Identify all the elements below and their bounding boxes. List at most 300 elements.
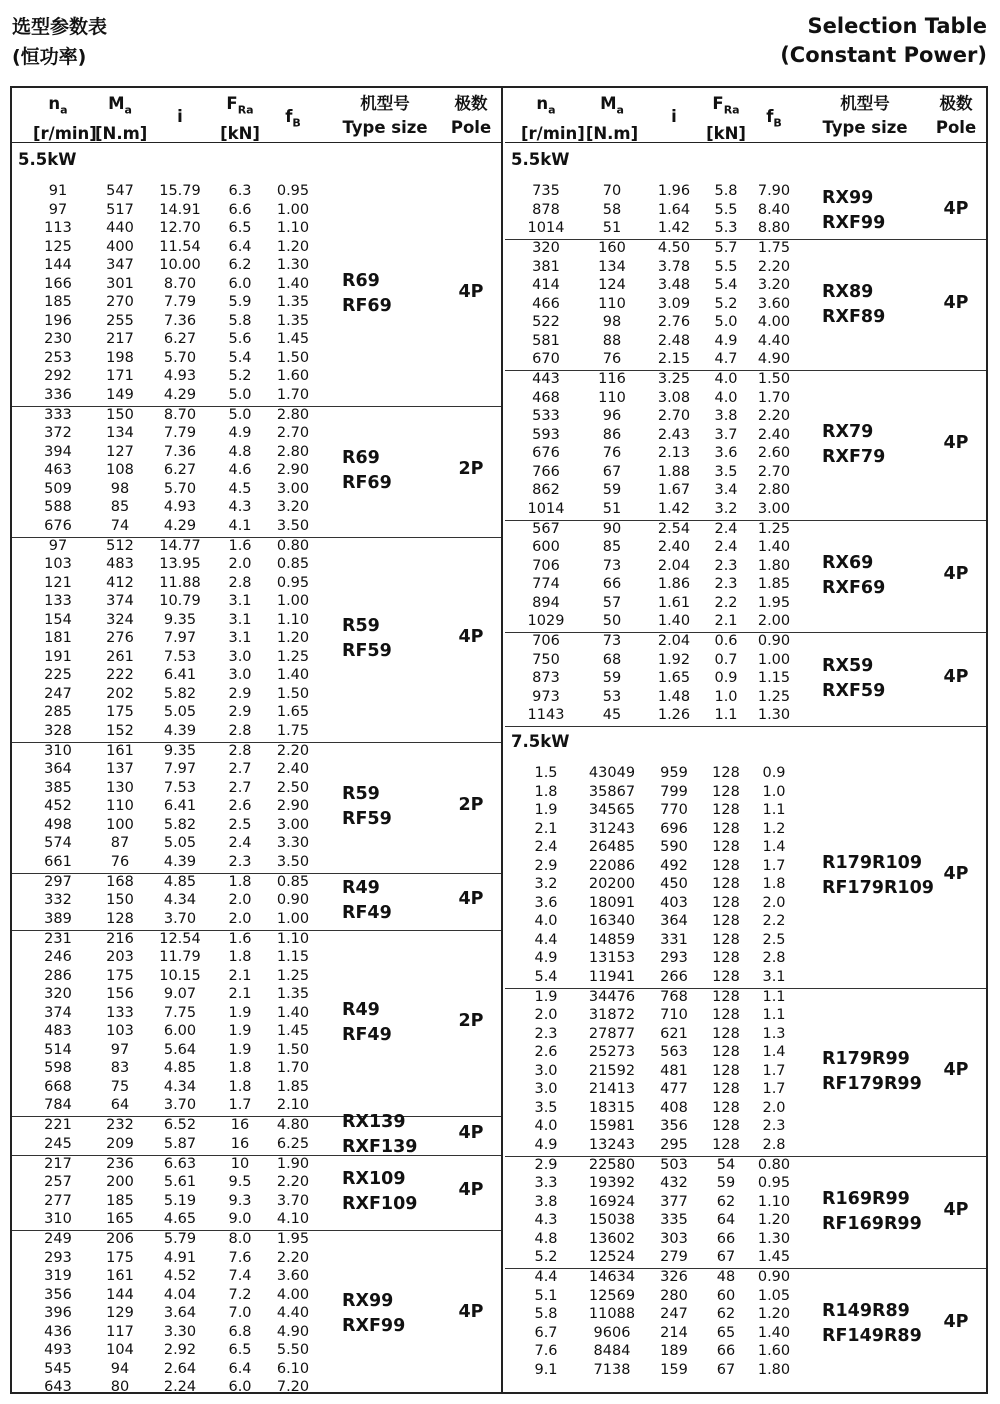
- cell-fra: 2.1: [714, 613, 738, 629]
- cell-i: 2.15: [657, 351, 691, 367]
- cell-ma: 144: [106, 1286, 134, 1303]
- table-row: [12, 629, 501, 648]
- cell-fra: 5.7: [714, 240, 738, 256]
- cell-i: 3.64: [163, 1305, 197, 1321]
- cell-na: 600: [532, 539, 560, 555]
- table-row: [12, 666, 501, 685]
- cell-fb: 1.0: [762, 783, 786, 800]
- cell-fra: 5.5: [714, 201, 738, 218]
- table-row: [505, 1361, 986, 1380]
- cell-fra: 7.4: [228, 1268, 252, 1284]
- cell-na: 225: [44, 667, 72, 683]
- table-row: [12, 517, 501, 536]
- table-row: [12, 648, 501, 667]
- cell-fra: 6.3: [228, 183, 252, 199]
- cell-fra: 1.8: [228, 1078, 252, 1095]
- table-row: [12, 1304, 501, 1323]
- cell-fra: 6.4: [228, 1360, 252, 1377]
- cell-fb: 1.45: [276, 331, 310, 347]
- cell-i: 7.79: [163, 425, 197, 441]
- cell-i: 450: [660, 876, 688, 892]
- cell-fb: 2.40: [757, 426, 791, 443]
- header-na: [33, 92, 97, 146]
- cell-i: 2.54: [657, 520, 691, 537]
- type-size-line: RX79: [822, 421, 874, 442]
- cell-na: 133: [44, 593, 72, 609]
- header-na-unit: [r/min]: [33, 124, 97, 144]
- cell-fb: 2.20: [276, 1174, 310, 1190]
- cell-ma: 156: [106, 986, 134, 1002]
- cell-na: 1014: [527, 500, 565, 517]
- pole-value: 2P: [458, 795, 484, 815]
- header-fb: [750, 105, 798, 135]
- table-row: [505, 1006, 986, 1025]
- cell-i: 7.79: [163, 294, 197, 310]
- table-row: [12, 386, 501, 405]
- table-row: [505, 1117, 986, 1136]
- cell-i: 7.36: [163, 443, 197, 460]
- pole-value: 4P: [458, 1180, 484, 1201]
- cell-fra: 2.1: [228, 986, 252, 1002]
- cell-ma: 85: [110, 499, 130, 515]
- cell-fra: 5.8: [228, 312, 252, 329]
- cell-fra: 1.8: [228, 1060, 252, 1076]
- cell-na: 356: [44, 1286, 72, 1303]
- type-size-line: RF179R99: [822, 1073, 922, 1094]
- cell-fra: 66: [716, 1343, 736, 1359]
- cell-fra: 62: [716, 1193, 736, 1210]
- cell-fb: 1.25: [276, 648, 310, 665]
- cell-fb: 1.00: [276, 201, 310, 218]
- table-row: [505, 463, 986, 482]
- table-row: [12, 873, 501, 892]
- cell-ma: 34476: [588, 988, 636, 1005]
- cell-i: 3.08: [657, 389, 691, 406]
- cell-ma: 18315: [588, 1099, 636, 1116]
- cell-ma: 73: [602, 557, 622, 574]
- header-pole-en: Pole: [450, 118, 492, 137]
- cell-ma: 26485: [588, 839, 636, 855]
- cell-ma: 15981: [588, 1118, 636, 1134]
- table-row: [505, 520, 986, 539]
- table-row: [12, 853, 501, 872]
- cell-fra: 2.9: [228, 685, 252, 702]
- cell-ma: 232: [106, 1117, 134, 1133]
- cell-na: 381: [532, 258, 560, 275]
- table-row: [505, 968, 986, 987]
- table-row: [505, 783, 986, 802]
- cell-fb: 1.00: [757, 651, 791, 668]
- type-size-line: RXF139: [342, 1137, 418, 1158]
- cell-i: 4.39: [163, 853, 197, 870]
- cell-i: 503: [660, 1156, 688, 1173]
- cell-fra: 6.5: [228, 1342, 252, 1358]
- cell-i: 159: [660, 1361, 688, 1378]
- table-row: [12, 779, 501, 798]
- cell-na: 285: [44, 704, 72, 720]
- cell-fra: 8.0: [228, 1231, 252, 1247]
- cell-ma: 175: [106, 1249, 134, 1266]
- cell-fb: 1.30: [757, 707, 791, 723]
- table-row: [12, 1323, 501, 1342]
- table-row: [505, 407, 986, 426]
- cell-na: 668: [44, 1078, 72, 1095]
- cell-fra: 7.2: [228, 1286, 252, 1303]
- table-row: [12, 1378, 501, 1397]
- table-row: [12, 1249, 501, 1268]
- cell-i: 5.64: [163, 1041, 197, 1058]
- cell-na: 1.8: [534, 783, 558, 800]
- cell-fb: 4.80: [276, 1117, 310, 1133]
- cell-ma: 22580: [588, 1156, 636, 1173]
- cell-na: 522: [532, 314, 560, 330]
- cell-i: 2.92: [163, 1342, 197, 1358]
- type-size-line: R179R99: [822, 1048, 910, 1069]
- cell-ma: 110: [598, 389, 626, 406]
- model-group: [505, 632, 986, 727]
- cell-i: 696: [660, 820, 688, 837]
- cell-na: 125: [44, 238, 72, 255]
- cell-na: 4.4: [534, 931, 558, 948]
- cell-ma: 58: [602, 201, 622, 218]
- table-row: [12, 1210, 501, 1229]
- cell-i: 4.85: [163, 1060, 197, 1076]
- table-row: [12, 1116, 501, 1135]
- table-row: [505, 612, 986, 631]
- cell-i: 590: [660, 839, 688, 855]
- cell-na: 643: [44, 1379, 72, 1395]
- cell-na: 4.4: [534, 1269, 558, 1285]
- table-row: [12, 461, 501, 480]
- cell-na: 443: [532, 371, 560, 387]
- cell-ma: 133: [106, 1004, 134, 1021]
- cell-fra: 3.1: [228, 593, 252, 609]
- cell-ma: 236: [106, 1155, 134, 1172]
- type-size-line: R149R89: [822, 1301, 910, 1322]
- type-size-label: [342, 876, 392, 926]
- cell-fra: 2.4: [228, 835, 252, 851]
- table-row: [505, 988, 986, 1007]
- cell-fra: 1.9: [228, 1023, 252, 1039]
- table-row: [505, 313, 986, 332]
- table-right-border: [986, 88, 988, 1392]
- cell-fra: 6.0: [228, 275, 252, 292]
- cell-ma: 73: [602, 633, 622, 649]
- title-en-line2: (Constant Power): [780, 43, 987, 67]
- table-row: [12, 592, 501, 611]
- cell-fra: 9.3: [228, 1192, 252, 1209]
- cell-ma: 18091: [588, 894, 636, 911]
- cell-ma: 87: [110, 835, 130, 851]
- header-fb-symbol: $f_B$: [766, 107, 782, 130]
- header-type-size: [810, 92, 920, 140]
- cell-i: 1.26: [657, 707, 691, 723]
- left-header: [12, 88, 501, 143]
- model-group: [12, 742, 501, 874]
- table-divider: [501, 88, 503, 1392]
- cell-fb: 4.90: [757, 351, 791, 367]
- cell-fb: 1.20: [276, 238, 310, 255]
- header-subscript: Ra: [723, 103, 740, 117]
- cell-ma: 51: [602, 500, 622, 517]
- cell-ma: 517: [106, 201, 134, 218]
- pole-value: 4P: [943, 667, 969, 687]
- cell-ma: 15038: [588, 1212, 636, 1228]
- cell-fb: 1.60: [757, 1343, 791, 1359]
- model-group: [12, 873, 501, 931]
- type-size-line: RX99: [342, 1291, 394, 1311]
- cell-na: 336: [44, 386, 72, 403]
- cell-fra: 3.6: [714, 445, 738, 461]
- cell-na: 4.8: [534, 1230, 558, 1247]
- cell-fra: 6.2: [228, 257, 252, 273]
- cell-fra: 5.5: [714, 258, 738, 275]
- cell-na: 498: [44, 816, 72, 833]
- table-row: [505, 1268, 986, 1287]
- table-row: [505, 182, 986, 201]
- section-power-label: 5.5kW: [511, 150, 570, 169]
- cell-fra: 6.8: [228, 1323, 252, 1340]
- cell-i: 1.96: [657, 183, 691, 199]
- cell-i: 266: [660, 968, 688, 985]
- cell-fra: 5.8: [714, 183, 738, 199]
- cell-ma: 83: [110, 1060, 130, 1076]
- table-row: [12, 797, 501, 816]
- cell-fb: 2.00: [757, 613, 791, 629]
- cell-ma: 34565: [588, 802, 636, 818]
- cell-ma: 74: [110, 517, 130, 534]
- cell-fb: 1.10: [276, 930, 310, 947]
- cell-fb: 1.30: [757, 1230, 791, 1247]
- cell-fb: 1.80: [757, 557, 791, 574]
- cell-fra: 5.3: [714, 220, 738, 236]
- cell-na: 247: [44, 685, 72, 702]
- table-row: [505, 258, 986, 277]
- cell-fra: 2.6: [228, 798, 252, 814]
- cell-i: 768: [660, 988, 688, 1005]
- cell-fb: 3.00: [757, 500, 791, 517]
- cell-fra: 2.3: [714, 557, 738, 574]
- cell-na: 670: [532, 351, 560, 367]
- cell-na: 5.1: [534, 1287, 558, 1304]
- cell-na: 5.4: [534, 968, 558, 985]
- cell-fb: 6.25: [276, 1135, 310, 1152]
- cell-i: 9.35: [163, 742, 197, 759]
- type-size-line: RX69: [822, 552, 874, 573]
- cell-ma: 75: [110, 1078, 130, 1095]
- cell-na: 7.6: [534, 1343, 558, 1359]
- cell-i: 1.64: [657, 201, 691, 218]
- table-row: [12, 367, 501, 386]
- cell-i: 770: [660, 802, 688, 818]
- cell-ma: 209: [106, 1135, 134, 1152]
- table-row: [505, 332, 986, 351]
- cell-ma: 16340: [588, 913, 636, 929]
- cell-i: 4.34: [163, 892, 197, 908]
- cell-fb: 8.80: [757, 220, 791, 236]
- header-subscript: B: [292, 116, 301, 130]
- table-row: [505, 706, 986, 725]
- cell-na: 292: [44, 368, 72, 384]
- cell-i: 247: [660, 1306, 688, 1322]
- table-row: [505, 1136, 986, 1155]
- cell-fb: 1.65: [276, 704, 310, 720]
- cell-na: 332: [44, 892, 72, 908]
- cell-fra: 7.0: [228, 1305, 252, 1321]
- table-row: [12, 742, 501, 761]
- cell-ma: 76: [602, 351, 622, 367]
- cell-i: 4.29: [163, 386, 197, 403]
- cell-na: 333: [44, 406, 72, 423]
- cell-fb: 3.20: [757, 277, 791, 293]
- table-row: [505, 651, 986, 670]
- type-size-line: RXF109: [342, 1194, 418, 1215]
- header-ma-unit: [N.m]: [95, 124, 148, 144]
- type-size-line: R69: [342, 448, 380, 468]
- table-row: [12, 293, 501, 312]
- header-i-symbol: i: [177, 107, 183, 126]
- cell-i: 189: [660, 1343, 688, 1359]
- cell-fb: 1.25: [757, 688, 791, 705]
- cell-ma: 12569: [588, 1287, 636, 1304]
- cell-fra: 64: [716, 1212, 736, 1228]
- header-pole: [443, 92, 499, 140]
- cell-na: 166: [44, 275, 72, 292]
- cell-fra: 128: [712, 1044, 740, 1060]
- title-en-line1: Selection Table: [807, 14, 987, 38]
- table-row: [12, 574, 501, 593]
- cell-i: 9.35: [163, 611, 197, 628]
- cell-na: 567: [532, 520, 560, 537]
- table-row: [505, 764, 986, 783]
- cell-fra: 2.4: [714, 520, 738, 537]
- cell-fb: 4.00: [276, 1286, 310, 1303]
- cell-fb: 1.25: [757, 520, 791, 537]
- cell-fra: 54: [716, 1156, 736, 1173]
- cell-ma: 14859: [588, 931, 636, 948]
- cell-ma: 31872: [588, 1007, 636, 1023]
- cell-fb: 3.70: [276, 1192, 310, 1209]
- cell-fra: 1.6: [228, 930, 252, 947]
- cell-fb: 0.90: [757, 633, 791, 649]
- cell-i: 2.24: [163, 1379, 197, 1395]
- cell-fra: 128: [712, 1118, 740, 1134]
- cell-i: 3.09: [657, 295, 691, 312]
- cell-i: 6.27: [163, 331, 197, 347]
- cell-fra: 2.7: [228, 761, 252, 777]
- type-size-label: [342, 614, 392, 664]
- cell-fb: 3.60: [757, 295, 791, 312]
- cell-ma: 59: [602, 482, 622, 498]
- header-na-symbol: $n_a$: [48, 94, 68, 117]
- cell-fb: 2.90: [276, 798, 310, 814]
- cell-i: 4.93: [163, 368, 197, 384]
- cell-na: 4.9: [534, 1136, 558, 1153]
- cell-ma: 57: [602, 594, 622, 611]
- type-size-line: RX139: [342, 1112, 406, 1133]
- pole-value: 4P: [458, 1302, 484, 1322]
- cell-na: 1143: [527, 707, 565, 723]
- cell-na: 91: [48, 183, 68, 199]
- cell-i: 4.29: [163, 517, 197, 534]
- cell-ma: 27877: [588, 1025, 636, 1042]
- cell-fra: 128: [712, 988, 740, 1005]
- cell-na: 414: [532, 277, 560, 293]
- cell-na: 1029: [527, 613, 565, 629]
- cell-na: 878: [532, 201, 560, 218]
- cell-ma: 97: [110, 1041, 130, 1058]
- header-subscript: a: [124, 103, 132, 117]
- table-row: [12, 685, 501, 704]
- header-type-size: [330, 92, 440, 140]
- cell-fra: 2.3: [714, 576, 738, 592]
- cell-fra: 5.0: [228, 406, 252, 423]
- cell-fb: 1.50: [276, 1041, 310, 1058]
- cell-na: 310: [44, 742, 72, 759]
- table-row: [12, 443, 501, 462]
- cell-fb: 1.80: [757, 1361, 791, 1378]
- cell-i: 403: [660, 894, 688, 911]
- type-size-label: [342, 446, 392, 496]
- type-size-line: RX59: [822, 656, 874, 676]
- table-row: [12, 1041, 501, 1060]
- cell-fb: 1.20: [757, 1306, 791, 1322]
- pole-value: 4P: [943, 292, 969, 313]
- header-pole-en: Pole: [935, 118, 977, 137]
- cell-i: 214: [660, 1324, 688, 1341]
- cell-i: 5.82: [163, 685, 197, 702]
- cell-i: 10.00: [159, 257, 201, 273]
- cell-fb: 4.10: [276, 1211, 310, 1227]
- cell-na: 196: [44, 312, 72, 329]
- cell-fb: 1.70: [276, 386, 310, 403]
- cell-fra: 4.1: [228, 517, 252, 534]
- title-chinese: [12, 12, 107, 72]
- cell-fb: 3.00: [276, 480, 310, 497]
- cell-fb: 0.80: [757, 1156, 791, 1173]
- type-size-line: RF49: [342, 903, 392, 923]
- cell-ma: 25273: [588, 1044, 636, 1060]
- table-row: [505, 820, 986, 839]
- cell-ma: 64: [110, 1097, 130, 1113]
- cell-ma: 301: [106, 275, 134, 292]
- model-group: [505, 764, 986, 989]
- cell-ma: 440: [106, 220, 134, 236]
- cell-i: 303: [660, 1230, 688, 1247]
- cell-na: 374: [44, 1004, 72, 1021]
- cell-i: 279: [660, 1249, 688, 1265]
- cell-fb: 2.60: [757, 445, 791, 461]
- table-row: [505, 688, 986, 707]
- cell-ma: 9606: [593, 1324, 631, 1341]
- cell-na: 3.5: [534, 1099, 558, 1116]
- cell-fb: 2.70: [757, 463, 791, 480]
- header-type-en: Type size: [342, 118, 428, 137]
- cell-fra: 3.5: [714, 463, 738, 480]
- cell-ma: 137: [106, 761, 134, 777]
- cell-fra: 3.4: [714, 482, 738, 498]
- cell-fra: 2.7: [228, 779, 252, 796]
- cell-na: 3.2: [534, 876, 558, 892]
- cell-fra: 9.5: [228, 1174, 252, 1190]
- cell-na: 1.5: [534, 765, 558, 781]
- cell-fra: 4.6: [228, 462, 252, 478]
- table-row: [505, 481, 986, 500]
- cell-i: 9.07: [163, 986, 197, 1002]
- model-group: [12, 930, 501, 1118]
- cell-fra: 48: [716, 1269, 736, 1285]
- cell-ma: 124: [598, 277, 626, 293]
